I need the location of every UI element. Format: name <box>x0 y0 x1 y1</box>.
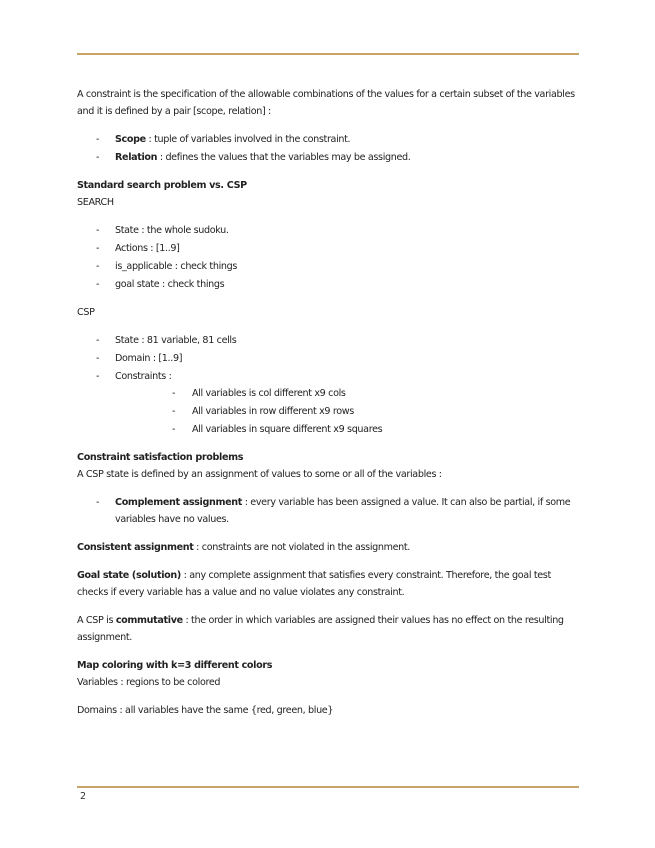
sublist-item: - All variables is col different x9 cols <box>115 385 580 402</box>
desc-consistent: : constraints are not violated in the assignment. <box>193 542 411 553</box>
consistent-paragraph <box>77 539 580 556</box>
heading-search-vs-csp: Standard search problem vs. CSP <box>77 180 247 191</box>
list-item-relation <box>77 149 580 166</box>
commutative-paragraph <box>77 612 580 646</box>
scope-relation-list <box>77 131 580 166</box>
prefix-commutative: A CSP is <box>77 615 116 626</box>
term-complement: Complement assignment <box>115 497 243 508</box>
csp-label: CSP <box>77 307 95 318</box>
list-item: - Domain : [1..9] <box>77 350 580 367</box>
list-item: - State : 81 variable, 81 cells <box>77 332 580 349</box>
heading-csp: Constraint satisfaction problems <box>77 452 244 463</box>
list-item: - is_applicable : check things <box>77 258 580 275</box>
desc-commutative: : the order in which variables are assigned their values has no effect on the resulting assignment. <box>77 615 564 643</box>
list-item-scope <box>77 131 580 148</box>
constraint-sublist <box>115 385 580 438</box>
list-item: - Actions : [1..9] <box>77 240 580 257</box>
goal-paragraph <box>77 567 580 601</box>
header-rule <box>77 53 579 55</box>
footer-rule <box>77 786 579 788</box>
term-relation: Relation <box>115 152 158 163</box>
variables-paragraph: Variables : regions to be colored <box>77 677 221 688</box>
csp-state-paragraph: A CSP state is defined by an assignment of values to some or all of the variables : <box>77 469 442 480</box>
page-number: 2 <box>80 791 87 802</box>
list-item-complement <box>77 494 580 528</box>
intro-paragraph: A constraint is the specification of the allowable combinations of the values for a certain subset of the variables and it is defined by a pair [scope, relation] : <box>77 89 575 117</box>
desc-complement: : every variable has been assigned a value. It can also be partial, if some variables have no values. <box>115 497 571 525</box>
desc-goal: : any complete assignment that satisfies every constraint. Therefore, the goal test checks if every variable has a value and no value violates any constraint. <box>77 570 551 598</box>
sublist-item: - All variables in square different x9 squares <box>115 421 580 438</box>
term-goal: Goal state (solution) <box>77 570 181 581</box>
assignment-list <box>77 494 580 528</box>
heading-map-coloring: Map coloring with k=3 different colors <box>77 660 273 671</box>
list-item: - State : the whole sudoku. <box>77 222 580 239</box>
search-label: SEARCH <box>77 197 114 208</box>
list-item-constraints <box>77 368 580 438</box>
term-commutative: commutative <box>115 615 183 626</box>
term-scope: Scope <box>115 134 146 145</box>
list-item: - goal state : check things <box>77 276 580 293</box>
search-list <box>77 222 580 293</box>
csp-list <box>77 332 580 438</box>
desc-relation: : defines the values that the variables may be assigned. <box>157 152 411 163</box>
term-consistent: Consistent assignment <box>77 542 194 553</box>
sublist-item: - All variables in row different x9 rows <box>115 403 580 420</box>
document-body <box>77 86 580 719</box>
desc-scope: : tuple of variables involved in the constraint. <box>145 134 351 145</box>
domains-paragraph: Domains : all variables have the same {red, green, blue} <box>77 705 334 716</box>
constraints-label: Constraints : <box>115 371 172 382</box>
